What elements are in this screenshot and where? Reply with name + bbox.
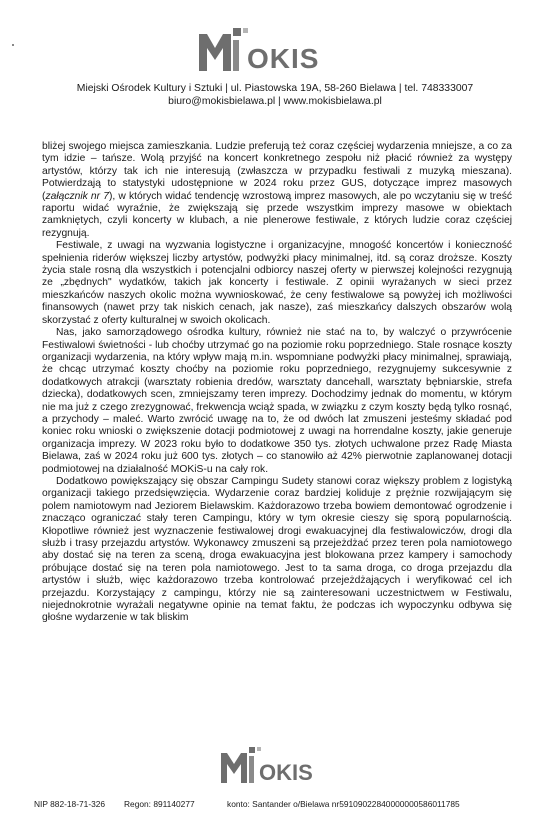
letter-body xyxy=(42,141,512,625)
contact-line: biuro@mokisbielawa.pl | www.mokisbielawa.pl xyxy=(168,96,382,107)
nip: NIP 882-18-71-326 xyxy=(34,799,106,809)
address-line: Miejski Ośrodek Kultury i Sztuki | ul. Piastowska 19A, 58-260 Bielawa | tel. 748333007 xyxy=(76,83,474,94)
paragraph-2: Festiwale, z uwagi na wyzwania logistyczne i organizacyjne, mnogość koncertów i konieczność spełnienia riderów większej liczby artystów, podwyżki płacy minimalnej, itd. są coraz droższe. Koszty życia stale rosną dla wszystkich i potencjalni odbiorcy naszej oferty w pierwszej kolejności rezygnują ze „zbędnych" wydatków, takich jak koncerty i festiwale. Z opinii wyrażanych w sieci przez mieszkańców naszych okolic można wywnioskować, że ceny festiwalowe są powyżej ich możliwości finansowych (nawet przy tak niskich cenach, jak nasze), zaś mieszkańcy dalszych obszarów wolą skorzystać z oferty kulturalnej w swoich okolicach. xyxy=(42,240,512,326)
letterhead xyxy=(0,0,550,118)
paragraph-1: bliżej swojego miejsca zamieszkania. Ludzie preferują też coraz częściej wydarzenia mniejsze, a co za tym idzie – tańsze. Wolą przyjść na koncert konkretnego zespołu niż płacić również za występy artystów, którzy tak ich nie interesują (zwłaszcza w przypadku festiwali z muzyką mieszana). Potwierdzają to statystyki udostępnione w 2024 roku przez GUS, dotyczące imprez masowych (załącznik nr 7), w których widać tendencję wzrostową imprez masowych, ale po wczytaniu się w treść raportu widać wyraźnie, że zwiększają się przede wszystkim imprezy masowe w obiektach zamkniętych, czyli koncerty w klubach, a nie plenerowe festiwale, z których ludzie coraz częściej rezygnują. xyxy=(42,141,513,239)
footer-logo-lettering: OKIS xyxy=(259,760,313,785)
bank-account: konto: Santander o/Bielawa nr59109022840000000586011785 xyxy=(227,799,460,809)
paragraph-3: Nas, jako samorządowego ośrodka kultury, również nie stać na to, by walczyć o przywrócenie Festiwalowi świetności - lub choćby utrzymać go na poziomie roku poprzedniego. Stale rosnące koszty organizacji wydarzenia, na który wpływ mają m.in. wspomniane podwyżki płacy minimalnej, sprawiają, że chcąc utrzymać koszty choćby na poziomie roku poprzedniego, rezygnujemy sukcesywnie z dodatkowych atrakcji (warsztaty robienia dredów, warsztaty dancehall, warsztaty bębniarskie, strefa dziecka), dodatkowych scen, zmniejszamy teren imprezy. Dochodzimy jednak do momentu, w którym nie ma już z czego zrezygnować, frekwencja wciąż spada, w związku z czym koszty będą tylko rosnąć, a przychody – maleć. Warto zwrócić uwagę na to, że od dwóch lat zmuszeni jesteśmy składać pod koniec roku wnioski o zwiększenie dotacji podmiotowej z uwagi na horrendalne koszty, jakie generuje organizacja imprezy. W 2023 roku było to dodatkowe 350 tys. złotych uchwalone przez Radę Miasta Bielawa, zaś w 2024 roku już 600 tys. złotych – co stanowiło aż 42% pierwotnie zaplanowanej dotacji podmiotowej na działalność MOKiS-u na cały rok. xyxy=(42,327,512,475)
logo-lettering: OKIS xyxy=(247,43,320,73)
paragraph-4: Dodatkowo powiększający się obszar Campingu Sudety stanowi coraz większy problem z logistyką organizacji takiego przedsięwzięcia. Wydarzenie coraz bardziej koliduje z prężnie rozwijającym się polem namiotowym nad Jeziorem Bielawskim. Każdorazowo trzeba bowiem demontować ogrodzenie i znacząco ograniczać stały teren Campingu, który w tym okresie cieszy się sporą popularnością. Kłopotliwe również jest wyznaczenie festiwalowej drogi ewakuacyjnej dla festiwalowiczów, drogi dla służb i trasy przejazdu artystów. Wykonawcy zmuszeni są przejeżdżać przez teren pola namiotowego aby dostać się na teren za sceną, droga ewakuacyjna jest blokowana przez kampery i samochody próbujące dostać się na teren pola namiotowego. Jest to ta sama droga, co droga przejazdu dla artystów i służb, więc każdorazowo trzeba kontrolować przejeżdżających i weryfikować cel ich przejazdu. Korzystający z campingu, którzy nie są zainteresowani uczestnictwem w Festiwalu, niejednokrotnie wyrażali negatywne opinie na temat faktu, że podczas ich wypoczynku odbywa się głośne wydarzenie w tak bliskim xyxy=(42,475,512,624)
mokis-logo xyxy=(197,28,332,73)
attachment-reference: załącznik nr 7 xyxy=(45,190,109,202)
footer-mokis-logo xyxy=(219,745,323,785)
regon: Regon: 891140277 xyxy=(124,799,195,809)
